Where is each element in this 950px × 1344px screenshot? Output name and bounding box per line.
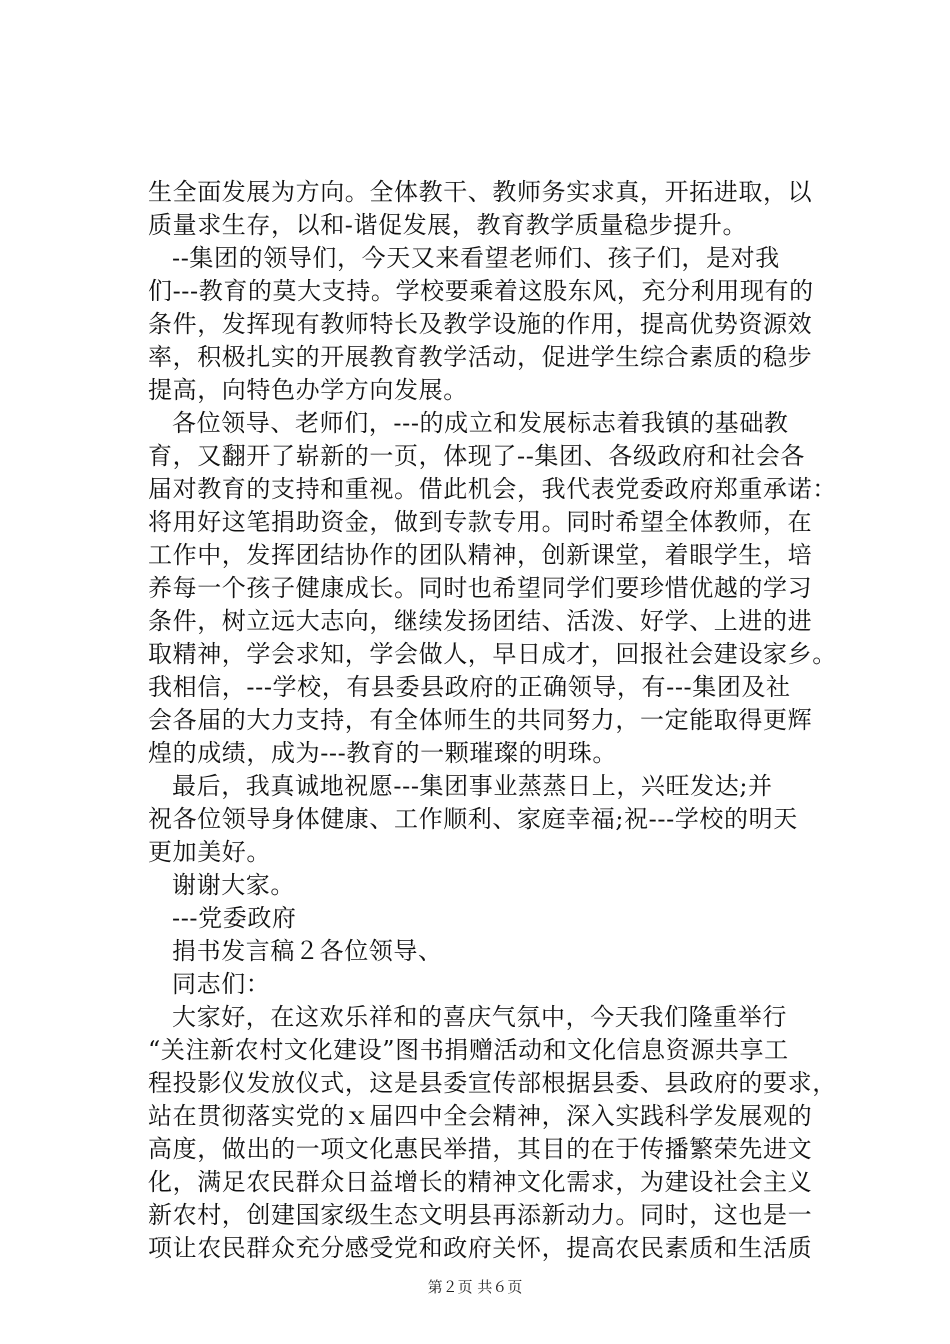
text-line: 育，又翻开了崭新的一页，体现了--集团、各级政府和社会各 <box>148 442 806 470</box>
text-line: 程投影仪发放仪式，这是县委宣传部根据县委、县政府的要求， <box>148 1069 837 1097</box>
document-body <box>148 176 838 1265</box>
text-line: 条件，发挥现有教师特长及教学设施的作用，提高优势资源效 <box>148 310 813 338</box>
text-line: 高度，做出的一项文化惠民举措，其目的在于传播繁荣先进文 <box>148 1135 813 1163</box>
text-line: 同志们： <box>172 970 271 998</box>
text-line: 质量求生存，以和-谐促发展，教育教学质量稳步提升。 <box>148 211 748 239</box>
text-line: 各位领导、老师们，---的成立和发展标志着我镇的基础教 <box>172 409 789 437</box>
text-line: 条件，树立远大志向，继续发扬团结、活泼、好学、上进的进 <box>148 607 813 635</box>
text-line: 取精神，学会求知，学会做人，早日成才，回报社会建设家乡。 <box>148 640 837 668</box>
text-line: 站在贯彻落实党的ｘ届四中全会精神，深入实践科学发展观的 <box>148 1102 813 1130</box>
text-line: 提高，向特色办学方向发展。 <box>148 376 468 404</box>
text-line: 祝各位领导身体健康、工作顺利、家庭幸福;祝---学校的明天 <box>148 805 798 833</box>
text-line: 更加美好。 <box>148 838 271 866</box>
text-line: 谢谢大家。 <box>172 871 295 899</box>
text-line: 煌的成绩，成为---教育的一颗璀璨的明珠。 <box>148 739 617 767</box>
text-line: 生全面发展为方向。全体教干、教师务实求真，开拓进取，以 <box>148 178 813 206</box>
text-line: 捐书发言稿２各位领导、 <box>172 937 443 965</box>
text-line: 工作中，发挥团结协作的团队精神，创新课堂，着眼学生，培 <box>148 541 813 569</box>
text-line: 项让农民群众充分感受党和政府关怀，提高农民素质和生活质 <box>148 1234 813 1262</box>
text-line: --集团的领导们，今天又来看望老师们、孩子们，是对我 <box>172 244 780 272</box>
text-line: 新农村，创建国家级生态文明县再添新动力。同时，这也是一 <box>148 1201 813 1229</box>
text-line: 最后，我真诚地祝愿---集团事业蒸蒸日上，兴旺发达;并 <box>172 772 773 800</box>
text-line: 会各届的大力支持，有全体师生的共同努力，一定能取得更辉 <box>148 706 813 734</box>
text-line: 我相信，---学校，有县委县政府的正确领导，有---集团及社 <box>148 673 791 701</box>
text-line: ---党委政府 <box>172 904 297 932</box>
page-number-footer: 第２页 共６页 <box>427 1278 523 1296</box>
text-line: 大家好，在这欢乐祥和的喜庆气氛中，今天我们隆重举行 <box>172 1003 787 1031</box>
text-line: “关注新农村文化建设”图书捐赠活动和文化信息资源共享工 <box>148 1036 789 1064</box>
text-line: 养每一个孩子健康成长。同时也希望同学们要珍惜优越的学习 <box>148 574 813 602</box>
text-line: 化，满足农民群众日益增长的精神文化需求，为建设社会主义 <box>148 1168 813 1196</box>
text-line: 率，积极扎实的开展教育教学活动，促进学生综合素质的稳步 <box>148 343 813 371</box>
text-line: 届对教育的支持和重视。借此机会，我代表党委政府郑重承诺： <box>148 475 837 503</box>
text-line: 将用好这笔捐助资金，做到专款专用。同时希望全体教师，在 <box>148 508 813 536</box>
text-line: 们---教育的莫大支持。学校要乘着这股东风，充分利用现有的 <box>148 277 814 305</box>
